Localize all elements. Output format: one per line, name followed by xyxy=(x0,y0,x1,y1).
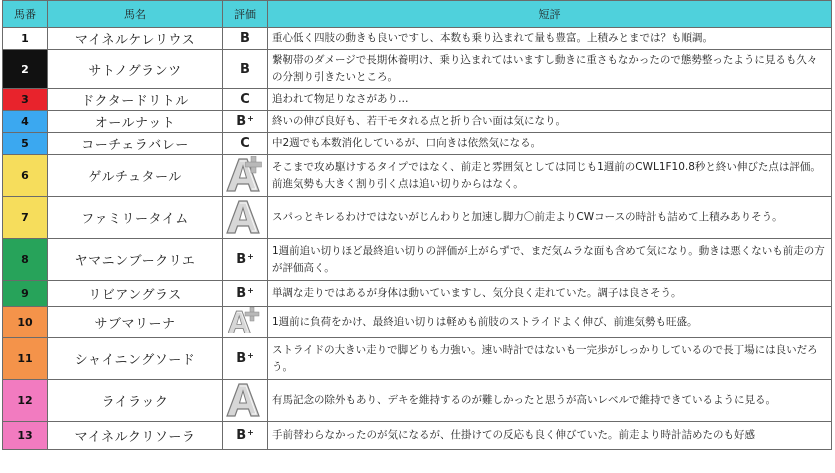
rating-plus: + xyxy=(247,286,254,295)
rating-a-icon xyxy=(228,307,262,333)
horse-rating xyxy=(223,50,268,89)
horse-number: 3 xyxy=(3,89,48,111)
horse-name: ライラック xyxy=(48,380,223,422)
horse-name: ヤマニンブークリエ xyxy=(48,239,223,281)
rating-letter: C xyxy=(240,136,250,151)
rating-graphic xyxy=(225,198,265,234)
horse-number: 7 xyxy=(3,197,48,239)
horse-name: オールナット xyxy=(48,111,223,133)
horse-rating-table xyxy=(2,0,832,450)
rating-letter: B xyxy=(240,61,250,77)
horse-rating xyxy=(223,89,268,111)
table-row xyxy=(3,338,832,380)
horse-name: ゲルチュタール xyxy=(48,155,223,197)
horse-rating xyxy=(223,197,268,239)
horse-rating xyxy=(223,239,268,281)
rating-letter: B xyxy=(236,114,247,129)
horse-number: 5 xyxy=(3,133,48,155)
horse-number: 1 xyxy=(3,28,48,50)
table-row xyxy=(3,111,832,133)
horse-rating xyxy=(223,281,268,307)
rating-letter: B xyxy=(236,428,247,443)
horse-rating xyxy=(223,111,268,133)
horse-comment: 1週前に負荷をかけ、最終追い切りは軽めも前肢のストライドよく伸び、前進気勢も旺盛。 xyxy=(268,307,832,338)
rating-a-icon xyxy=(225,156,265,192)
table-row xyxy=(3,422,832,450)
table-row xyxy=(3,380,832,422)
horse-name: サトノグランツ xyxy=(48,50,223,89)
rating-graphic xyxy=(225,156,265,192)
horse-rating xyxy=(223,422,268,450)
horse-number: 8 xyxy=(3,239,48,281)
horse-rating xyxy=(223,28,268,50)
table-header-row xyxy=(3,1,832,28)
horse-name: ドクタードリトル xyxy=(48,89,223,111)
rating-letter: C xyxy=(240,92,250,107)
horse-comment: そこまで攻め駆けするタイプではなく、前走と雰囲気としては同じも1週前のCWL1F10.8秒と終い伸びた点は評価。前進気勢も大きく割り引く点は追い切りからはなく。 xyxy=(268,155,832,197)
table-row xyxy=(3,281,832,307)
rating-plus: + xyxy=(247,114,254,123)
rating-letter: B xyxy=(236,252,247,267)
horse-number: 2 xyxy=(3,50,48,89)
horse-comment: 1週前追い切りほど最終追い切りの評価が上がらずで、まだ気ムラな面も含めて気になり。動きは悪くないも前走の方が評価高く。 xyxy=(268,239,832,281)
table-row xyxy=(3,239,832,281)
table-row xyxy=(3,28,832,50)
rating-graphic xyxy=(228,307,262,333)
header-num: 馬番 xyxy=(3,1,48,28)
rating-letter: B xyxy=(240,31,250,46)
horse-comment: 有馬記念の除外もあり、デキを維持するのが難しかったと思うが高いレベルで維持できているように見る。 xyxy=(268,380,832,422)
horse-name: ファミリータイム xyxy=(48,197,223,239)
horse-comment: 重心低く四肢の動きも良いですし、本数も乗り込まれて量も豊富。上積みとまでは？も順調。 xyxy=(268,28,832,50)
horse-comment: 単調な走りではあるが身体は動いていますし、気分良く走れていた。調子は良さそう。 xyxy=(268,281,832,307)
table-row xyxy=(3,133,832,155)
header-name: 馬名 xyxy=(48,1,223,28)
horse-rating xyxy=(223,307,268,338)
table-row xyxy=(3,89,832,111)
rating-a-icon xyxy=(225,381,265,417)
rating-letter: B xyxy=(236,351,247,366)
horse-rating xyxy=(223,133,268,155)
horse-name: マイネルケレリウス xyxy=(48,28,223,50)
horse-name: リビアングラス xyxy=(48,281,223,307)
horse-comment: 追われて物足りなさがあり… xyxy=(268,89,832,111)
rating-plus: + xyxy=(247,428,254,437)
rating-letter: B xyxy=(236,286,247,301)
horse-number: 11 xyxy=(3,338,48,380)
horse-number: 12 xyxy=(3,380,48,422)
horse-rating xyxy=(223,338,268,380)
table-row xyxy=(3,50,832,89)
header-comment: 短評 xyxy=(268,1,832,28)
horse-rating xyxy=(223,380,268,422)
rating-plus: + xyxy=(247,351,254,360)
rating-graphic xyxy=(225,381,265,417)
horse-comment: 中2週でも本数消化しているが、口向きは依然気になる。 xyxy=(268,133,832,155)
horse-number: 6 xyxy=(3,155,48,197)
horse-comment: 繋靭帯のダメージで長期休養明け、乗り込まれてはいますし動きに重さもなかったので態勢整ったように見るも久々の分割り引きたいところ。 xyxy=(268,50,832,89)
horse-comment: ストライドの大きい走りで脚どりも力強い。速い時計ではないも一完歩がしっかりしているので長丁場には良いだろう。 xyxy=(268,338,832,380)
horse-rating xyxy=(223,155,268,197)
table-row xyxy=(3,155,832,197)
horse-name: マイネルクリソーラ xyxy=(48,422,223,450)
table-row xyxy=(3,197,832,239)
horse-comment: 終いの伸び良好も、若干モタれる点と折り合い面は気になり。 xyxy=(268,111,832,133)
horse-number: 9 xyxy=(3,281,48,307)
horse-number: 10 xyxy=(3,307,48,338)
table-row xyxy=(3,307,832,338)
horse-name: コーチェラバレー xyxy=(48,133,223,155)
header-rating: 評価 xyxy=(223,1,268,28)
rating-plus: + xyxy=(247,252,254,261)
horse-number: 4 xyxy=(3,111,48,133)
horse-comment: 手前替わらなかったのが気になるが、仕掛けての反応も良く伸びていた。前走より時計詰めたのも好感 xyxy=(268,422,832,450)
horse-name: シャイニングソード xyxy=(48,338,223,380)
horse-name: サブマリーナ xyxy=(48,307,223,338)
horse-comment: スパっとキレるわけではないがじんわりと加速し脚力〇前走よりCWコースの時計も詰めて上積みありそう。 xyxy=(268,197,832,239)
horse-number: 13 xyxy=(3,422,48,450)
rating-a-icon xyxy=(225,198,265,234)
